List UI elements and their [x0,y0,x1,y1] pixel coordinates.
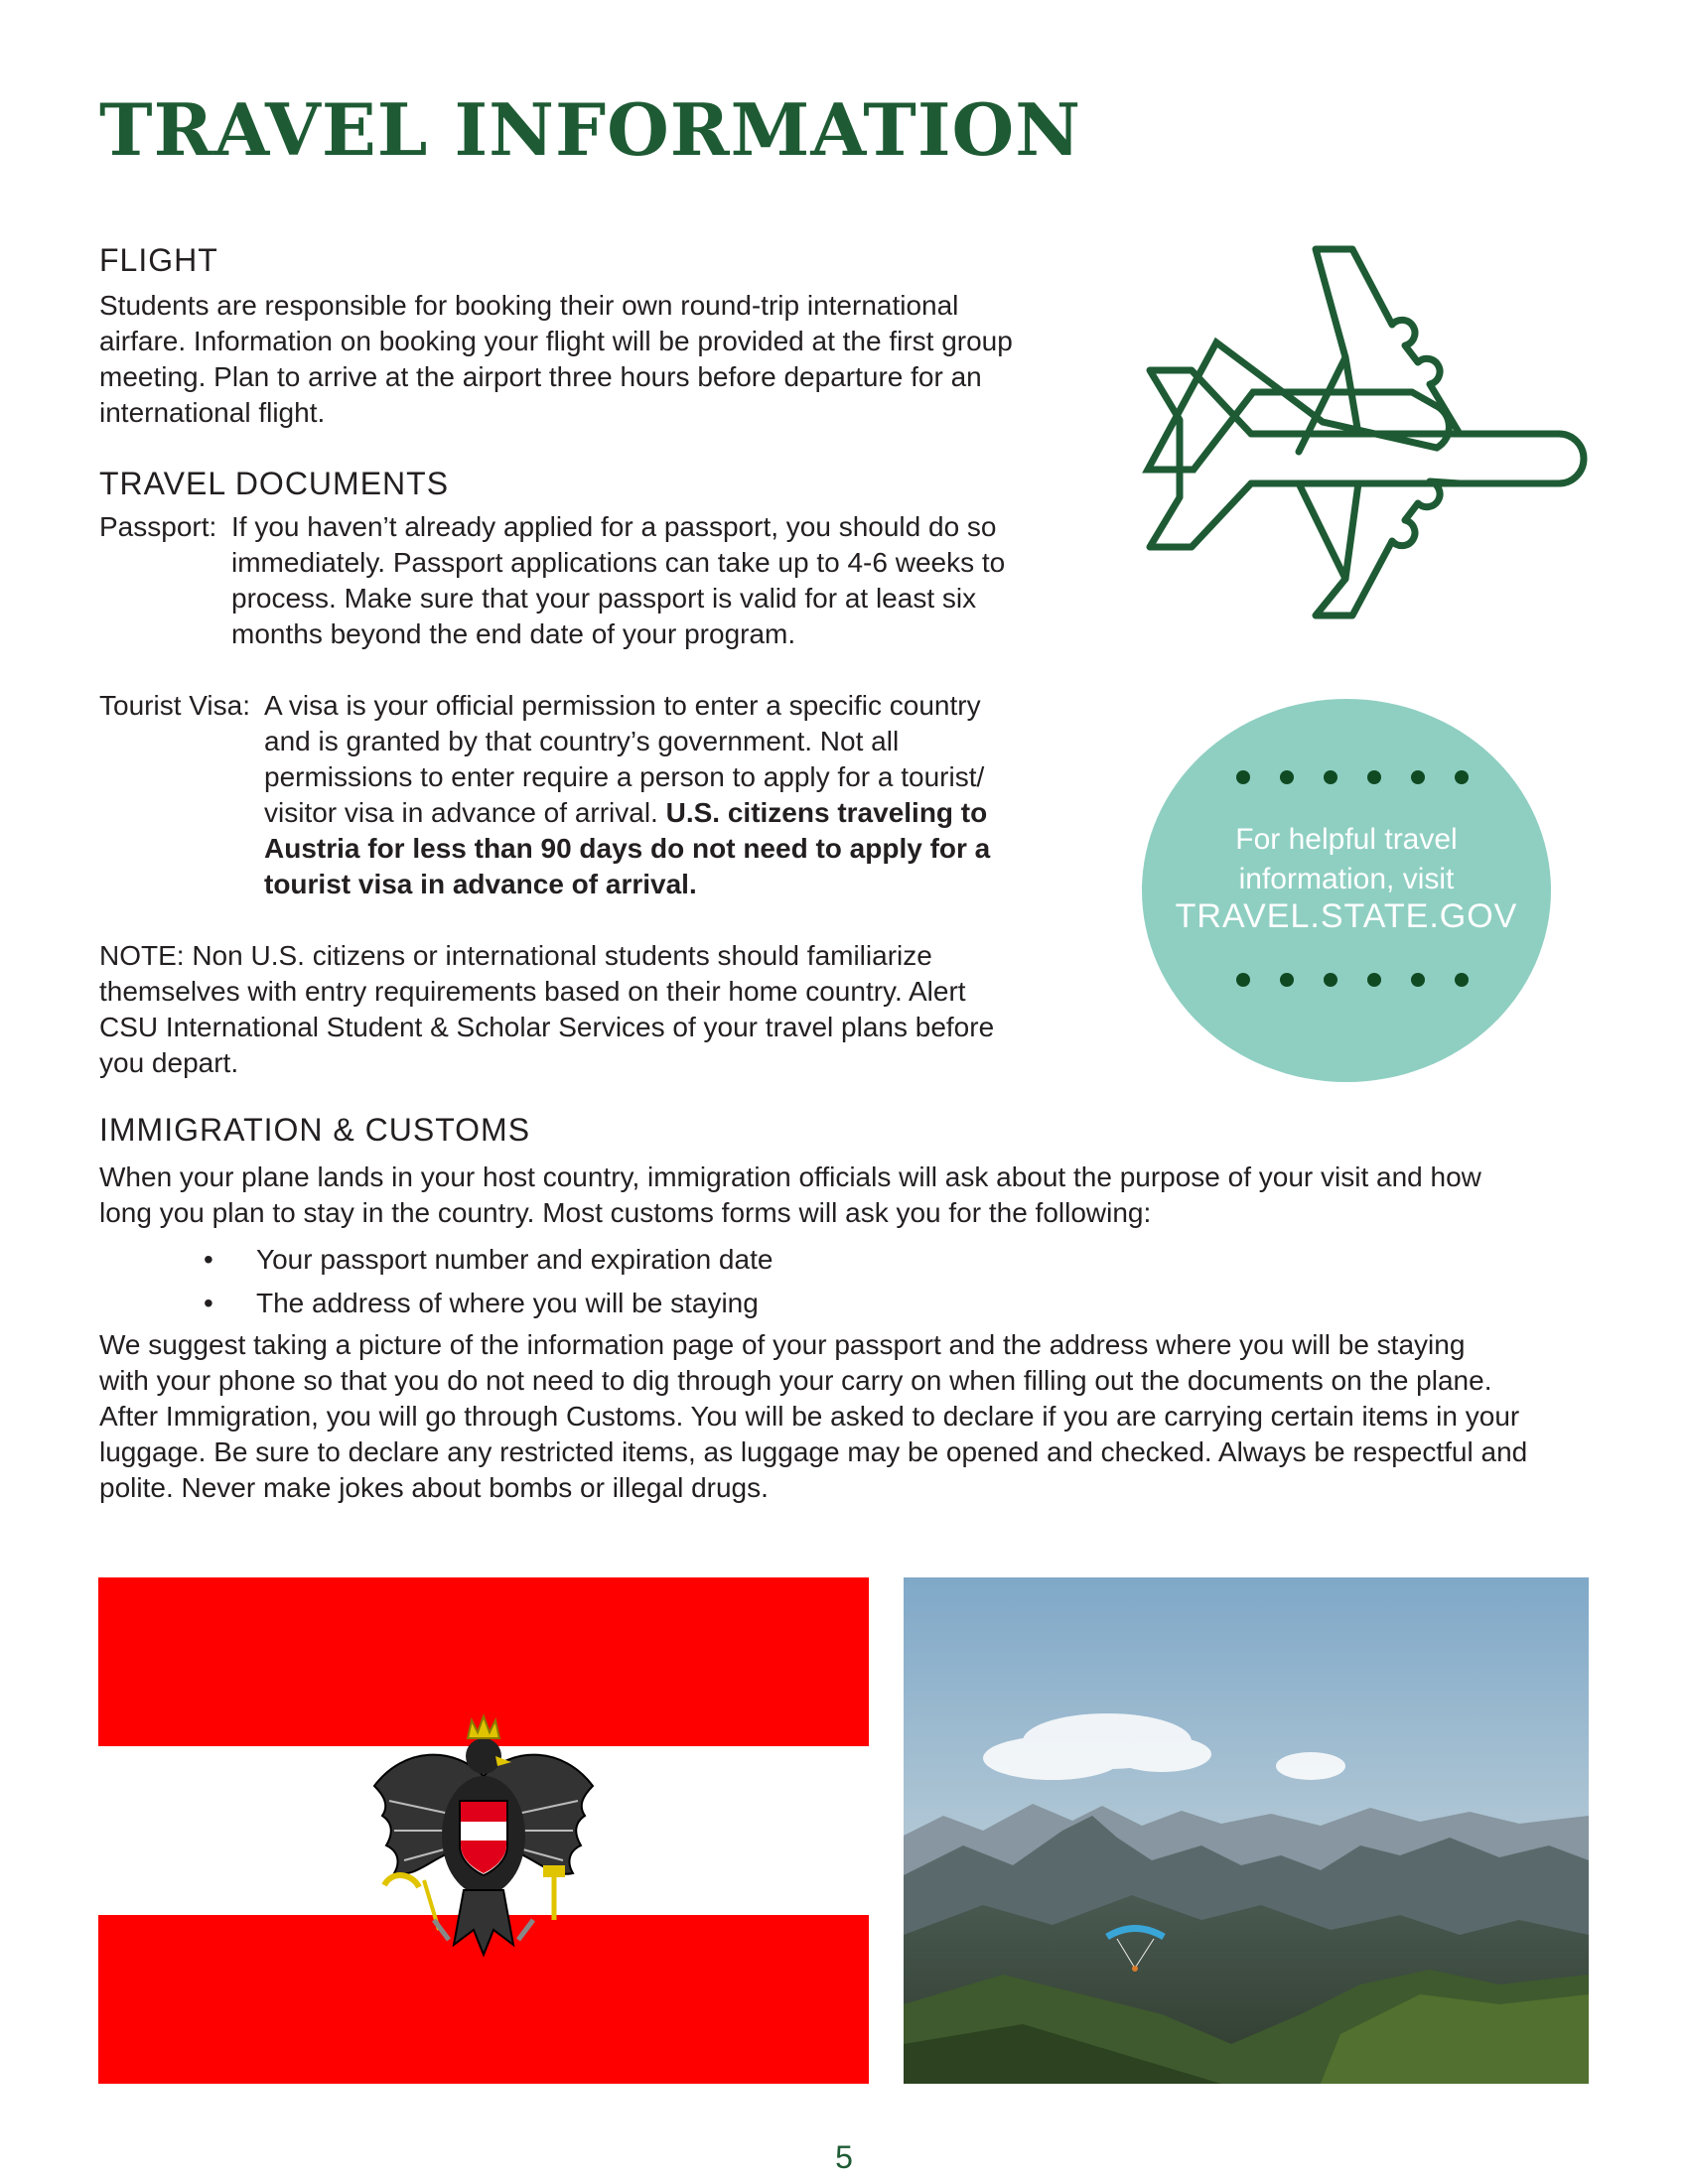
bullet-text: Your passport number and expiration date [256,1244,774,1275]
dot [1236,770,1250,784]
tourist-visa-item [99,688,1092,902]
dot-row-bottom [1236,973,1469,987]
dot [1324,770,1337,784]
immigration-intro [99,1160,1609,1231]
customs-bullet-list [204,1238,773,1325]
note-line: NOTE: Non U.S. citizens or international students should familiarize [99,940,932,971]
coat-of-arms-eagle-icon [364,1706,603,1965]
visa-bold-text: Austria for less than 90 days do not need to apply for a [264,833,991,864]
passport-line: If you haven’t already applied for a passport, you should do so [231,511,997,542]
body-line: polite. Never make jokes about bombs or illegal drugs. [99,1472,769,1503]
note-paragraph [99,938,1142,1081]
travel-documents-heading: TRAVEL DOCUMENTS [99,466,450,501]
immigration-body [99,1327,1628,1506]
flight-line: meeting. Plan to arrive at the airport three hours before departure for an [99,361,982,392]
list-item [204,1238,773,1282]
airplane-icon [1132,243,1589,620]
visa-line: and is granted by that country’s government. Not all [264,726,900,756]
note-line: themselves with entry requirements based on their home country. Alert [99,976,966,1007]
dot [1367,770,1381,784]
callout-line: information, visit [1238,863,1455,895]
travel-state-gov-link[interactable]: TRAVEL.STATE.GOV [1175,897,1518,935]
visa-bold-text: U.S. citizens traveling to [665,797,988,828]
passport-line: immediately. Passport applications can take up to 4-6 weeks to [231,547,1006,578]
body-line: After Immigration, you will go through Customs. You will be asked to declare if you are carrying certain items in your [99,1401,1520,1432]
page-number: 5 [835,2139,853,2175]
list-item [204,1282,773,1325]
bullet-glyph: • [204,1288,213,1318]
dot [1367,973,1381,987]
travel-info-callout [1142,699,1551,1082]
flight-line: Students are responsible for booking their own round-trip international [99,290,959,321]
dot [1280,770,1294,784]
mountain-paraglider-photo [904,1577,1589,2084]
dot-row-top [1236,770,1469,784]
austria-flag [98,1577,869,2084]
dot [1280,973,1294,987]
passport-line: months beyond the end date of your program. [231,618,796,649]
body-line: luggage. Be sure to declare any restricted items, as luggage may be opened and checked. Always be respectful and [99,1436,1528,1467]
dot [1455,770,1469,784]
dot [1411,770,1425,784]
visa-line: visitor visa in advance of arrival. [264,797,658,828]
body-line: with your phone so that you do not need to dig through your carry on when filling out the documents on the plane. [99,1365,1492,1396]
visa-bold-text: tourist visa in advance of arrival. [264,869,697,899]
tourist-visa-label: Tourist Visa: [99,690,250,721]
dot [1411,973,1425,987]
dot [1236,973,1250,987]
immigration-heading: IMMIGRATION & CUSTOMS [99,1112,531,1148]
note-line: you depart. [99,1047,239,1078]
passport-line: process. Make sure that your passport is valid for at least six [231,583,977,614]
bullet-text: The address of where you will be staying [256,1288,759,1318]
body-line: We suggest taking a picture of the information page of your passport and the address where you will be staying [99,1329,1466,1360]
dot [1324,973,1337,987]
flight-line: airfare. Information on booking your flight will be provided at the first group [99,326,1013,356]
note-line: CSU International Student & Scholar Services of your travel plans before [99,1012,995,1042]
callout-line: For helpful travel [1235,823,1458,856]
page-title: TRAVEL INFORMATION [99,87,1082,172]
visa-line: permissions to enter require a person to apply for a tourist/ [264,761,985,792]
flight-line: international flight. [99,397,326,428]
dot [1455,973,1469,987]
intro-line: When your plane lands in your host country, immigration officials will ask about the purpose of your visit and how [99,1161,1481,1192]
passport-text [99,509,1092,652]
flight-paragraph [99,288,1092,431]
intro-line: long you plan to stay in the country. Most customs forms will ask you for the following: [99,1197,1152,1228]
bullet-glyph: • [204,1244,213,1275]
passport-item [99,509,1092,652]
passport-label: Passport: [99,511,217,542]
flight-heading: FLIGHT [99,242,218,278]
visa-line: A visa is your official permission to enter a specific country [264,690,981,721]
